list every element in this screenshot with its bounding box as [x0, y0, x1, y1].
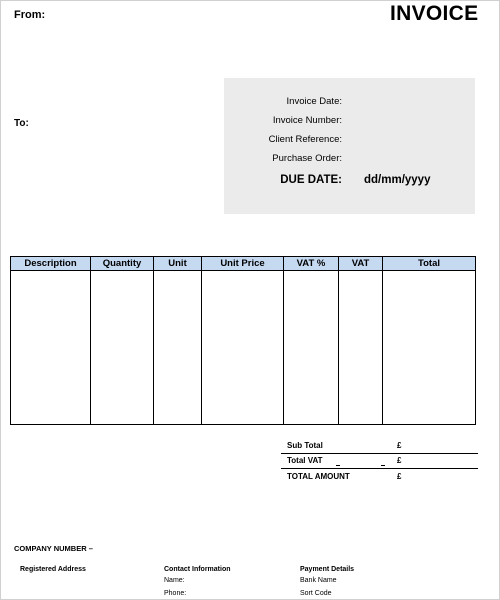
unit-cell[interactable]: [154, 271, 202, 425]
quantity-cell[interactable]: [91, 271, 154, 425]
vat-percent-cell[interactable]: [284, 271, 339, 425]
column-header-vat: VAT: [339, 257, 383, 271]
column-header-unit: Unit: [154, 257, 202, 271]
sub-total-divider: [281, 453, 478, 454]
column-header-total: Total: [383, 257, 476, 271]
bank-name-label: Bank Name: [300, 577, 337, 584]
from-label: From:: [14, 9, 46, 21]
table-header-row: [11, 257, 476, 271]
invoice-title: INVOICE: [390, 2, 479, 25]
due-date-label: DUE DATE:: [280, 174, 342, 186]
sort-code-label: Sort Code: [300, 590, 332, 597]
total-vat-label: Total VAT: [287, 456, 323, 465]
invoice-details-box: [224, 78, 475, 214]
unit-price-cell[interactable]: [202, 271, 284, 425]
vat-cell[interactable]: [339, 271, 383, 425]
total-amount-label: TOTAL AMOUNT: [287, 472, 350, 481]
column-header-vat-percent: VAT %: [284, 257, 339, 271]
to-label: To:: [14, 118, 29, 129]
invoice-date-label: Invoice Date:: [286, 96, 342, 107]
client-reference-label: Client Reference:: [268, 134, 342, 145]
total-vat-divider: [281, 468, 478, 469]
contact-information-heading: Contact Information: [164, 566, 231, 573]
contact-name-label: Name:: [164, 577, 185, 584]
total-vat-dash-mark: [381, 465, 385, 466]
line-items-table: [10, 256, 476, 425]
due-date-value: dd/mm/yyyy: [364, 174, 431, 186]
registered-address-heading: Registered Address: [20, 566, 86, 573]
purchase-order-label: Purchase Order:: [272, 153, 342, 164]
total-vat-currency: £: [397, 456, 402, 465]
column-header-quantity: Quantity: [91, 257, 154, 271]
company-number-label: COMPANY NUMBER –: [14, 544, 93, 553]
total-amount-currency: £: [397, 472, 402, 481]
column-header-description: Description: [11, 257, 91, 271]
sub-total-label: Sub Total: [287, 441, 323, 450]
contact-phone-label: Phone:: [164, 590, 187, 597]
column-header-unit-price: Unit Price: [202, 257, 284, 271]
total-vat-dash-mark: [336, 465, 340, 466]
sub-total-currency: £: [397, 441, 402, 450]
description-cell[interactable]: [11, 271, 91, 425]
table-row: [11, 271, 476, 425]
invoice-number-label: Invoice Number:: [272, 115, 342, 126]
total-cell[interactable]: [383, 271, 476, 425]
payment-details-heading: Payment Details: [300, 566, 355, 573]
